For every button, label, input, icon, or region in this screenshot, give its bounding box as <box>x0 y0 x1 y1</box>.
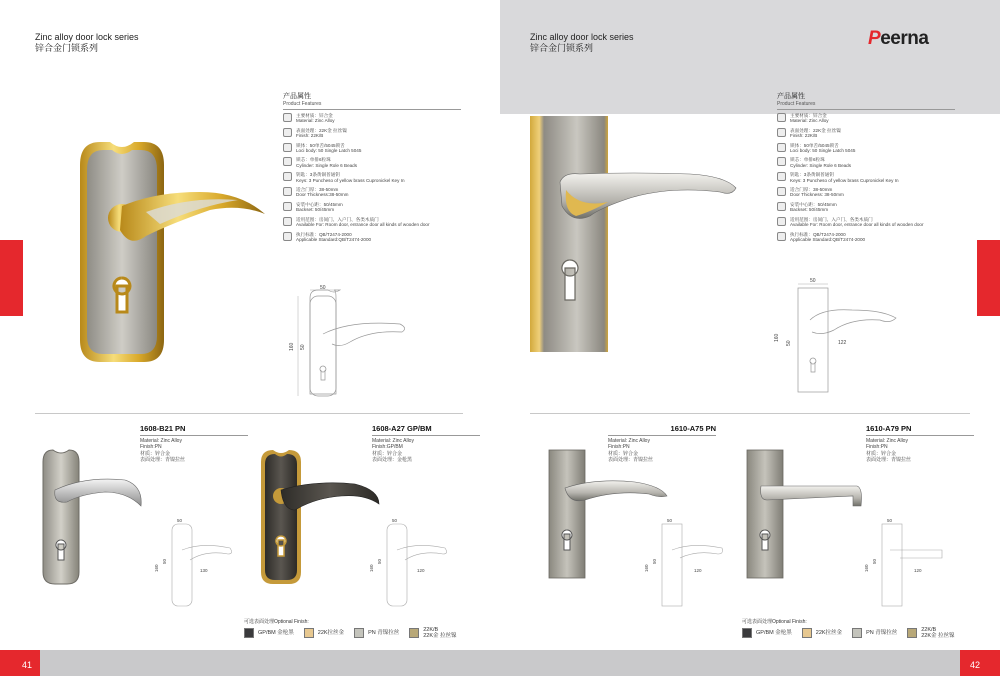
feature-text-en: Loci body: 50 Single Latch 5045 <box>790 148 856 154</box>
model-finish-cn: 表面处理：青镍拉丝 <box>866 457 912 464</box>
finish-swatch <box>852 628 862 638</box>
feature-text-cn: 执行标准：QB/T2474-2000 <box>790 231 846 237</box>
features-subheading: Product Features <box>777 101 955 110</box>
feature-text <box>790 202 837 213</box>
feature-text <box>296 202 343 213</box>
product-1610-main-image <box>520 112 750 362</box>
feature-text-en: Finish: 22K/B <box>296 133 324 139</box>
model-material-cn: 材质：锌合金 <box>372 450 403 457</box>
key-icon <box>777 172 786 181</box>
side-tab <box>977 240 1000 316</box>
feature-text <box>790 172 899 183</box>
feature-text-cn: 安装中心距：50/45mm <box>296 201 343 207</box>
feature-text-cn: 钥匙：3条黄铜普通钥 <box>296 172 340 178</box>
dim-width-label: 50 <box>177 518 183 523</box>
feature-row <box>283 217 461 228</box>
feature-row <box>777 113 955 124</box>
feature-text-en: Keys: 3 Puncheso of yellow brass Cupronickel Key In <box>296 177 405 183</box>
feature-text-cn: 表面处理：22K金 拉丝镍 <box>790 127 841 133</box>
dim-backset-label: 50 <box>162 558 167 564</box>
usage-icon <box>283 217 292 226</box>
backset-icon <box>777 202 786 211</box>
finish-swatch <box>907 628 917 638</box>
features-subheading: Product Features <box>283 101 461 110</box>
product-1610-A79-image <box>743 448 873 580</box>
feature-text-en: Keys: 3 Puncheso of yellow brass Cupronickel Key In <box>790 177 899 183</box>
feature-text-cn: 主要材质：锌合金 <box>296 113 333 118</box>
series-title-cn: 锌合金门锁系列 <box>530 43 594 53</box>
feature-text <box>790 128 841 139</box>
finish-swatch <box>244 628 254 638</box>
divider <box>35 413 463 414</box>
dim-height-label: 160 <box>644 564 649 572</box>
features-heading: 产品属性 <box>283 93 311 100</box>
model-material: Material: Zinc Alloy <box>140 438 182 444</box>
lockbody-icon <box>777 143 786 152</box>
dim-height-label: 160 <box>774 333 780 342</box>
product-1608-B21-image <box>35 448 145 588</box>
dim-lever-label: 120 <box>694 568 702 573</box>
finish-icon <box>777 128 786 137</box>
feature-text <box>296 128 347 139</box>
feature-row <box>777 187 955 198</box>
feature-row <box>283 113 461 124</box>
door-icon <box>283 187 292 196</box>
series-title-en: Zinc alloy door lock series <box>35 32 139 42</box>
series-title <box>35 32 139 54</box>
dim-backset-label: 50 <box>652 558 657 564</box>
model-finish-cn: 表面处理：青镍拉丝 <box>608 457 654 464</box>
divider <box>530 413 970 414</box>
feature-text <box>296 143 361 154</box>
feature-text-cn: 主要材质：锌合金 <box>790 113 827 118</box>
feature-text-en: Backset: 50/45mm <box>296 207 335 213</box>
finish-swatch-label: 22K拉丝金 <box>317 630 345 636</box>
standard-icon <box>777 232 786 241</box>
feature-row <box>283 157 461 168</box>
page-number: 41 <box>22 660 33 670</box>
finish-options-title: 可选表面处理Optional Finish: <box>244 619 309 625</box>
feature-text-en: Applicable Standard:QB/T2474-2000 <box>296 236 372 242</box>
feature-text <box>296 157 357 168</box>
model-card-1610-A75 <box>608 424 716 464</box>
feature-row <box>283 232 461 243</box>
product-1608-main-image <box>60 140 270 370</box>
finish-icon <box>283 128 292 137</box>
material-icon <box>777 113 786 122</box>
model-card-1610-A79 <box>866 424 974 464</box>
finish-options-title: 可选表面处理Optional Finish: <box>742 619 807 625</box>
feature-text-en: Material: Zinc Alloy <box>790 118 829 124</box>
model-material-cn: 材质：锌合金 <box>608 450 639 457</box>
feature-text <box>790 232 865 243</box>
dimension-drawing-1608-B21 <box>150 514 240 614</box>
feature-text-en: Door Thickness:38-50mm <box>296 192 349 198</box>
feature-row <box>777 128 955 139</box>
dim-lever-label: 130 <box>200 568 208 573</box>
backset-icon <box>283 202 292 211</box>
feature-text-cn: 适合门厚：38-50mm <box>790 187 833 193</box>
cylinder-icon <box>283 157 292 166</box>
finish-swatch-label: PN 青镍拉丝 <box>368 630 400 636</box>
model-finish-cn: 表面处理：青镍拉丝 <box>140 457 186 464</box>
feature-text <box>790 157 851 168</box>
dim-height-label: 160 <box>864 564 869 572</box>
dim-width-label: 50 <box>810 278 816 284</box>
model-material: Material: Zinc Alloy <box>608 438 650 444</box>
brand-logo-mark: P <box>868 28 881 49</box>
page-number: 42 <box>970 660 981 670</box>
feature-row <box>777 217 955 228</box>
dimension-drawing-1608-A27 <box>365 514 455 614</box>
material-icon <box>283 113 292 122</box>
dim-width-label: 50 <box>667 518 673 523</box>
feature-text-en: Cylinder: Single Role 6 Beads <box>296 162 358 168</box>
feature-text-cn: 锁芯：单排6粒珠 <box>296 157 331 163</box>
features-heading: 产品属性 <box>777 93 805 100</box>
feature-row <box>777 232 955 243</box>
feature-text-en: Loci body: 50 Single Latch 5045 <box>296 148 362 154</box>
feature-text-cn: 安装中心距：50/45mm <box>790 201 837 207</box>
door-icon <box>777 187 786 196</box>
model-material: Material: Zinc Alloy <box>372 438 414 444</box>
feature-text-cn: 钥匙：3条黄铜普通钥 <box>790 172 834 178</box>
dimension-drawing-1610-A79 <box>860 514 950 614</box>
model-name: 1608-A27 GP/BM <box>372 424 480 436</box>
finish-swatch-label: PN 青镍拉丝 <box>866 630 898 636</box>
feature-text <box>296 172 405 183</box>
model-finish: Finish:PN <box>608 444 630 451</box>
feature-text-cn: 锁体：50单舌/5045锁舌 <box>296 142 345 148</box>
standard-icon <box>283 232 292 241</box>
cylinder-icon <box>777 157 786 166</box>
finish-swatch-label: GP/BM 金枪黑 <box>258 630 294 636</box>
feature-text-en: Door Thickness: 38-50mm <box>790 192 844 198</box>
finish-swatch-label: 22K拉丝金 <box>815 630 843 636</box>
feature-text-cn: 锁芯：单排6粒珠 <box>790 157 825 163</box>
feature-row <box>777 172 955 183</box>
model-material: Material: Zinc Alloy <box>866 438 908 444</box>
feature-text-en: Cylinder: Single Role 6 Beads <box>790 162 852 168</box>
dim-backset-label: 50 <box>872 558 877 564</box>
dimension-drawing-main <box>290 286 420 401</box>
feature-text-en: Available For: Room door, entrance door all kinds of wooden door <box>296 222 430 228</box>
feature-row <box>283 202 461 213</box>
page-number-box <box>0 650 40 676</box>
model-finish: Finish:PN <box>140 444 162 451</box>
feature-text <box>790 187 844 198</box>
finish-swatch <box>802 628 812 638</box>
features-list <box>777 113 955 242</box>
feature-row <box>777 157 955 168</box>
key-icon <box>283 172 292 181</box>
model-name: 1608-B21 PN <box>140 424 248 436</box>
feature-text <box>296 232 371 243</box>
dim-lever-label: 120 <box>417 568 425 573</box>
feature-text <box>790 217 923 228</box>
dim-width-label: 50 <box>320 285 326 291</box>
feature-row <box>283 128 461 139</box>
finish-swatch-label: 22K/B 22K金 拉丝镍 <box>423 627 457 639</box>
dimension-drawing-1610-A75 <box>640 514 730 614</box>
feature-text-cn: 表面处理：22K金 拉丝镍 <box>296 127 347 133</box>
feature-text-cn: 适用范围：房间门、入户门、各类木质门 <box>296 216 379 222</box>
dim-backset-label: 50 <box>786 340 792 346</box>
lockbody-icon <box>283 143 292 152</box>
finish-swatch-label: 22K/B 22K金 拉丝镍 <box>921 627 955 639</box>
side-tab <box>0 240 23 316</box>
finish-swatch <box>409 628 419 638</box>
feature-text-en: Backset: 50/45mm <box>790 207 829 213</box>
feature-text-cn: 适用范围：房间门、入户门、各类木质门 <box>790 216 873 222</box>
dimension-drawing-main <box>772 278 912 398</box>
brand-logo-text: eerna <box>880 28 929 49</box>
features-list <box>283 113 461 242</box>
dim-backset-label: 50 <box>377 558 382 564</box>
feature-text-cn: 锁体：50单舌/5045锁舌 <box>790 142 839 148</box>
feature-text <box>790 113 829 124</box>
usage-icon <box>777 217 786 226</box>
dim-height-label: 160 <box>369 564 374 572</box>
model-finish: Finish:GP/BM <box>372 444 403 451</box>
feature-text <box>296 113 335 124</box>
dim-width-label: 50 <box>392 518 398 523</box>
page-footer <box>0 650 500 676</box>
features-block <box>777 93 955 246</box>
finish-swatches <box>244 627 467 639</box>
feature-row <box>777 143 955 154</box>
feature-text <box>296 187 349 198</box>
series-title-en: Zinc alloy door lock series <box>530 32 634 42</box>
model-card-1608-A27 <box>372 424 480 464</box>
dim-backset-label: 50 <box>300 344 306 350</box>
feature-text-en: Material: Zinc Alloy <box>296 118 335 124</box>
dim-width-label: 50 <box>887 518 893 523</box>
features-block <box>283 93 461 246</box>
feature-text <box>790 143 855 154</box>
model-material-cn: 材质：锌合金 <box>140 450 171 457</box>
finish-swatches <box>742 627 965 639</box>
feature-text-en: Applicable Standard:QB/T2474-2000 <box>790 236 866 242</box>
right-page <box>500 0 1000 676</box>
dim-height-label: 160 <box>289 342 295 351</box>
finish-swatch <box>304 628 314 638</box>
model-name: 1610-A75 PN <box>608 424 716 436</box>
feature-row <box>283 172 461 183</box>
feature-text-cn: 适合门厚：38-50mm <box>296 187 339 193</box>
model-name: 1610-A79 PN <box>866 424 974 436</box>
model-card-1608-B21 <box>140 424 248 464</box>
brand-logo <box>868 28 928 50</box>
feature-text-cn: 执行标准：QB/T2474-2000 <box>296 231 352 237</box>
feature-row <box>283 187 461 198</box>
feature-text <box>296 217 429 228</box>
finish-swatch <box>354 628 364 638</box>
dim-height-label: 160 <box>154 564 159 572</box>
series-title-cn: 锌合金门锁系列 <box>35 43 99 53</box>
model-finish-cn: 表面处理：金枪黑 <box>372 457 413 464</box>
feature-text-en: Available For: Room door, entrance door all kinds of wooden door <box>790 222 924 228</box>
page-footer <box>500 650 1000 676</box>
dim-lever-label: 122 <box>838 340 847 346</box>
model-material-cn: 材质：锌合金 <box>866 450 897 457</box>
series-title <box>530 32 634 54</box>
feature-row <box>777 202 955 213</box>
dim-lever-label: 120 <box>914 568 922 573</box>
finish-swatch-label: GP/BM 金枪黑 <box>756 630 792 636</box>
finish-swatch <box>742 628 752 638</box>
feature-row <box>283 143 461 154</box>
model-finish: Finish:PN <box>866 444 888 451</box>
feature-text-en: Finish: 22K/B <box>790 133 818 139</box>
